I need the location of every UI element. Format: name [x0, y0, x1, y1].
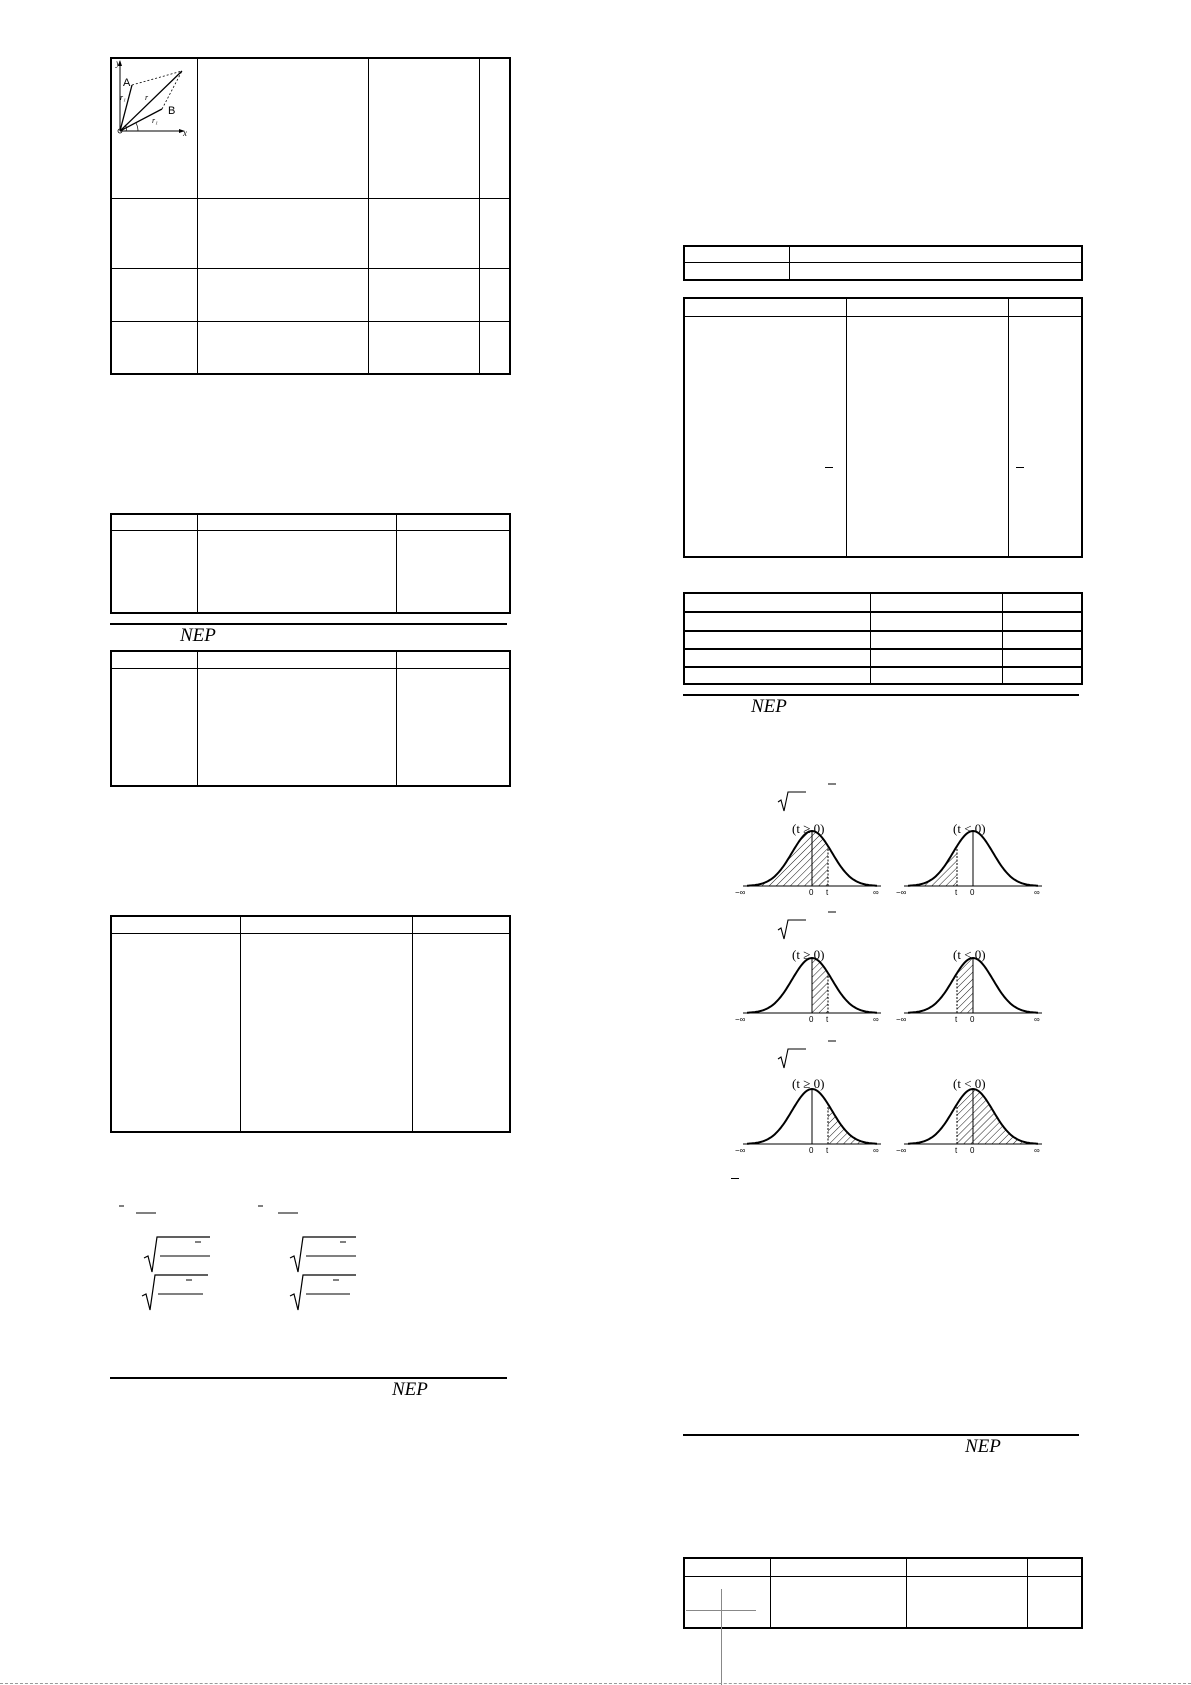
minus-inf-label-r1-lt: −∞: [896, 888, 907, 897]
inf-label-r3-lt: ∞: [1034, 1146, 1040, 1155]
minus-inf-label-r2-ge: −∞: [735, 1015, 746, 1024]
diagram-label-r1-b: r₁: [152, 116, 158, 125]
shaded-area-r2-ge: [812, 958, 828, 1013]
t-label-r3-ge: t: [826, 1146, 829, 1155]
table-8: [683, 1557, 1083, 1629]
inf-label-r3-ge: ∞: [873, 1146, 879, 1155]
condition-label-r2-lt: (t < 0): [953, 947, 986, 962]
zero-label-r1-lt: 0: [970, 888, 975, 897]
minus-inf-label-r1-ge: −∞: [735, 888, 746, 897]
nep-label-4: NEP: [965, 1436, 1001, 1457]
table-8-header-rule: [683, 1576, 1083, 1577]
inf-label-r2-ge: ∞: [873, 1015, 879, 1024]
table-8-col-2: [906, 1557, 907, 1629]
shaded-area-r1-lt: [910, 846, 957, 886]
condition-label-r3-ge: (t ≥ 0): [792, 1076, 825, 1091]
t-label-r1-ge: t: [826, 888, 829, 897]
minus-inf-label-r3-lt: −∞: [896, 1146, 907, 1155]
crosshair-vertical: [721, 1589, 722, 1685]
diagram-point-b: B: [168, 105, 176, 117]
zero-label-r3-ge: 0: [809, 1146, 814, 1155]
page-bottom-dashed-edge: [0, 1683, 1191, 1684]
shaded-area-r2-lt: [957, 958, 973, 1013]
nep-rule-4: [683, 1434, 1079, 1436]
condition-label-r1-ge: (t ≥ 0): [792, 821, 825, 836]
diagram-axis-x: x: [183, 128, 187, 138]
diagram-axis-y: y: [116, 58, 120, 68]
condition-label-r1-lt: (t < 0): [953, 821, 986, 836]
t-label-r3-lt: t: [955, 1146, 958, 1155]
nep-label-3: NEP: [751, 696, 787, 717]
nep-label-2: NEP: [392, 1379, 428, 1400]
minus-inf-label-r2-lt: −∞: [896, 1015, 907, 1024]
condition-label-r2-ge: (t ≥ 0): [792, 947, 825, 962]
t-label-r1-lt: t: [955, 888, 958, 897]
zero-label-r1-ge: 0: [809, 888, 814, 897]
table-8-col-1: [770, 1557, 771, 1629]
zero-label-r2-lt: 0: [970, 1015, 975, 1024]
table-8-col-3: [1027, 1557, 1028, 1629]
diagram-point-a: A: [123, 77, 131, 89]
zero-label-r3-lt: 0: [970, 1146, 975, 1155]
inf-label-r1-lt: ∞: [1034, 888, 1040, 897]
nep-label-1: NEP: [180, 625, 216, 646]
mean-bar-below-panels: [731, 1178, 739, 1179]
t-label-r2-lt: t: [955, 1015, 958, 1024]
condition-label-r3-lt: (t < 0): [953, 1076, 986, 1091]
diagram-label-r: r: [145, 93, 149, 102]
diagram-label-r1-a: r₁: [120, 93, 126, 102]
zero-label-r2-ge: 0: [809, 1015, 814, 1024]
t-label-r2-ge: t: [826, 1015, 829, 1024]
shaded-area-r3-ge: [828, 1104, 875, 1144]
inf-label-r2-lt: ∞: [1034, 1015, 1040, 1024]
minus-inf-label-r3-ge: −∞: [735, 1146, 746, 1155]
inf-label-r1-ge: ∞: [873, 888, 879, 897]
